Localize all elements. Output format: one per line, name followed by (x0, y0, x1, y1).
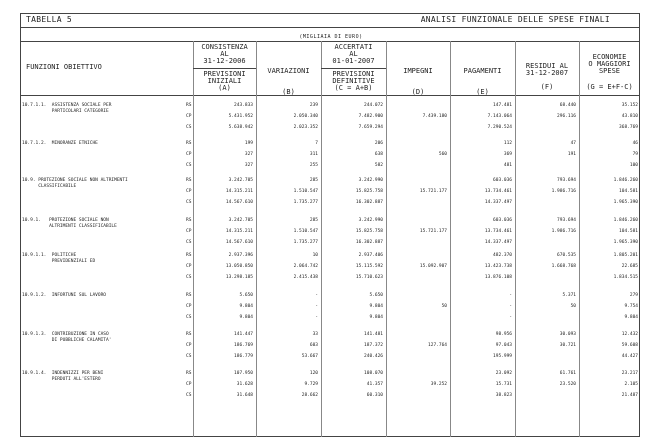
cell-d: 560 (438, 152, 447, 157)
row-code: RS (186, 103, 192, 108)
table-label: TABELLA 5 (26, 15, 73, 24)
cell-e: 23.092 (495, 371, 512, 376)
header-residui-line-1: RESIDUI AL (525, 62, 569, 70)
row-line-cs (20, 313, 640, 322)
row-code: CP (186, 343, 192, 348)
cell-f: 50 (570, 304, 576, 309)
cell-b: 311 (309, 152, 318, 157)
cell-e: 369 (503, 152, 512, 157)
row-code: RS (186, 332, 192, 337)
cell-c: 41.357 (366, 382, 383, 387)
header-impegni-line-2: (D) (411, 88, 425, 96)
cell-c: 5.650 (369, 293, 383, 298)
cell-f: 670.535 (557, 253, 576, 258)
cell-e: 603.036 (493, 218, 512, 223)
header-economie-line-4: (G = E+F-C) (586, 83, 633, 91)
cell-a: 107.950 (234, 371, 253, 376)
header-previsioni-iniziali-line-3: (A) (218, 84, 231, 92)
cell-e: 481 (503, 163, 512, 168)
row-line-cs (20, 391, 640, 400)
header-variazioni-line-2: (B) (282, 88, 295, 96)
cell-c: 15.825.758 (355, 229, 383, 234)
cell-a: 9.804 (239, 304, 253, 309)
header-top-rule (20, 41, 640, 42)
cell-g: 44.427 (621, 354, 638, 359)
row-line-cp (20, 262, 640, 271)
cell-g: 1.965.390 (613, 240, 638, 245)
cell-d: 50 (441, 304, 447, 309)
cell-c: 206 (374, 141, 383, 146)
row-code: RS (186, 253, 192, 258)
header-accertati (321, 44, 386, 65)
header-consistenza-line-3: 31-12-2006 (203, 57, 246, 65)
cell-e: 603.036 (493, 178, 512, 183)
cell-f: 61.761 (559, 371, 576, 376)
table-title: ANALISI FUNZIONALE DELLE SPESE FINALI (420, 15, 610, 24)
cell-g: 23.217 (621, 371, 638, 376)
header-previsioni-definitive-line-1: PREVISIONI (332, 70, 375, 78)
cell-c: 16.302.887 (355, 240, 383, 245)
header-economie-line-1: ECONOMIE (592, 53, 627, 61)
row-line-cp (20, 150, 640, 159)
cell-g: 79 (632, 152, 638, 157)
cell-g: 104.581 (619, 189, 638, 194)
cell-b: 10 (312, 253, 318, 258)
cell-f: 23.520 (559, 382, 576, 387)
cell-b: 2.064.742 (293, 264, 318, 269)
cell-a: 14.567.610 (225, 200, 253, 205)
header-impegni-line-1: IMPEGNI (403, 67, 433, 75)
cell-e: 13.423.738 (484, 264, 512, 269)
cell-g: 1.965.390 (613, 200, 638, 205)
cell-d: 7.439.180 (422, 114, 447, 119)
header-accertati-line-1: ACCERTATI (334, 43, 373, 51)
cell-a: 199 (244, 141, 253, 146)
row-line-rs (20, 176, 640, 185)
cell-b: - (315, 315, 318, 320)
cell-d: 15.092.907 (419, 264, 447, 269)
cell-c: 16.302.887 (355, 200, 383, 205)
row-line-rs (20, 101, 640, 110)
row-code: CP (186, 114, 192, 119)
cell-g: 279 (629, 293, 638, 298)
cell-e: 13.876.108 (484, 275, 512, 280)
header-previsioni-iniziali (193, 71, 256, 92)
cell-c: 2.937.406 (358, 253, 383, 258)
row-label: 10.9. PROTEZIONE SOCIALE NON ALTRIMENTI CLASSIFICABILE (22, 178, 128, 189)
header-residui-line-3: (F) (540, 83, 554, 91)
row-label: 10.7.1.1. ASSISTENZA SOCIALE PER PARTICOLARI CATEGORIE (22, 103, 112, 114)
cell-f: 47 (570, 141, 576, 146)
header-pagamenti (450, 68, 515, 96)
cell-b: 255 (309, 163, 318, 168)
cell-a: 3.242.705 (228, 178, 253, 183)
cell-g: 43.810 (621, 114, 638, 119)
header-accertati-line-2: AL (349, 50, 358, 58)
cell-c: 582 (374, 163, 383, 168)
cell-g: 35.152 (621, 103, 638, 108)
header-economie-line-3: SPESE (598, 67, 621, 75)
row-label: 10.9.1.4. INDENNIZZI PER BENI PERDUTI ALL'ESTERO (22, 371, 104, 382)
cell-b: 1.735.277 (293, 240, 318, 245)
row-line-rs (20, 216, 640, 225)
row-code: CS (186, 163, 192, 168)
cell-g: 100 (629, 163, 638, 168)
row-code: CS (186, 354, 192, 359)
cell-f: 68.440 (559, 103, 576, 108)
header-variazioni (256, 68, 321, 96)
cell-b: 603 (309, 343, 318, 348)
cell-a: 243.833 (234, 103, 253, 108)
cell-c: 638 (374, 152, 383, 157)
row-code: CS (186, 315, 192, 320)
cell-c: 3.242.990 (358, 218, 383, 223)
cell-d: 127.764 (428, 343, 447, 348)
row-line-cp (20, 380, 640, 389)
cell-b: 53.667 (301, 354, 318, 359)
cell-g: 59.608 (621, 343, 638, 348)
cell-g: 22.685 (621, 264, 638, 269)
header-split-rule (193, 68, 256, 69)
cell-g: 46 (632, 141, 638, 146)
cell-g: 104.581 (619, 229, 638, 234)
cell-a: 5.638.942 (228, 125, 253, 130)
cell-g: 1.834.515 (613, 275, 638, 280)
cell-b: 7 (315, 141, 318, 146)
header-residui-line-2: 31-12-2007 (525, 69, 569, 77)
row-code: RS (186, 293, 192, 298)
header-consistenza-line-2: AL (220, 50, 229, 58)
cell-f: 30.721 (559, 343, 576, 348)
row-code: CP (186, 189, 192, 194)
cell-e: 482.370 (493, 253, 512, 258)
header-funzioni: FUNZIONI OBIETTIVO (26, 63, 102, 71)
cell-a: 14.315.211 (225, 229, 253, 234)
row-code: CP (186, 304, 192, 309)
cell-f: 296.116 (557, 114, 576, 119)
header-residui (515, 63, 579, 91)
header-accertati-line-3: 01-01-2007 (332, 57, 375, 65)
cell-f: 1.668.768 (551, 264, 576, 269)
cell-f: 793.694 (557, 218, 576, 223)
row-line-rs (20, 251, 640, 260)
cell-c: 244.072 (364, 103, 383, 108)
cell-b: 239 (309, 103, 318, 108)
cell-c: 108.070 (364, 371, 383, 376)
cell-c: 15.115.592 (355, 264, 383, 269)
row-code: CP (186, 264, 192, 269)
cell-g: 368.769 (619, 125, 638, 130)
row-line-rs (20, 139, 640, 148)
row-code: CS (186, 393, 192, 398)
cell-f: 5.371 (562, 293, 576, 298)
cell-d: 15.721.177 (419, 229, 447, 234)
header-pagamenti-line-1: PAGAMENTI (463, 67, 502, 75)
row-code: CP (186, 382, 192, 387)
cell-g: 1.846.260 (613, 178, 638, 183)
row-code: CS (186, 125, 192, 130)
row-label: 10.7.1.2. MINORANZE ETNICHE (22, 141, 98, 146)
cell-a: 14.315.211 (225, 189, 253, 194)
cell-a: 327 (244, 152, 253, 157)
cell-f: 1.986.716 (551, 189, 576, 194)
cell-g: 12.432 (621, 332, 638, 337)
row-line-cp (20, 227, 640, 236)
cell-c: 15.710.623 (355, 275, 383, 280)
cell-e: - (509, 304, 512, 309)
header-economie-line-2: O MAGGIORI (588, 60, 631, 68)
cell-e: 98.956 (495, 332, 512, 337)
cell-e: 15.731 (495, 382, 512, 387)
cell-c: 7.482.900 (358, 114, 383, 119)
cell-d: 39.252 (430, 382, 447, 387)
cell-a: 9.804 (239, 315, 253, 320)
title-row (20, 13, 640, 28)
cell-b: - (315, 293, 318, 298)
cell-g: 2.105 (624, 382, 638, 387)
row-line-cp (20, 187, 640, 196)
cell-g: 21.487 (621, 393, 638, 398)
row-line-cs (20, 198, 640, 207)
header-pagamenti-line-2: (E) (476, 88, 489, 96)
cell-a: 186.779 (234, 354, 253, 359)
cell-b: 33 (312, 332, 318, 337)
cell-e: 147.481 (493, 103, 512, 108)
cell-c: 15.825.758 (355, 189, 383, 194)
row-line-cs (20, 273, 640, 282)
cell-a: 186.769 (234, 343, 253, 348)
header-variazioni-line-1: VARIAZIONI (267, 67, 310, 75)
row-line-rs (20, 330, 640, 339)
units-subtitle: (MIGLIAIA DI EURO) (299, 34, 363, 40)
cell-c: 240.426 (364, 354, 383, 359)
row-label: 10.9.1. PROTEZIONE SOCIALE NON ALTRIMENTI CLASSIFICABILE (22, 218, 117, 229)
row-label: 10.9.1.3. CONTRIBUZIONE IN CASO DI PUBBLICHE CALAMITA' (22, 332, 112, 343)
row-code: CP (186, 229, 192, 234)
cell-c: 9.804 (369, 315, 383, 320)
cell-c: 141.481 (364, 332, 383, 337)
cell-e: 13.734.461 (484, 189, 512, 194)
cell-a: 5.431.952 (228, 114, 253, 119)
cell-g: 9.804 (624, 315, 638, 320)
header-consistenza-line-1: CONSISTENZA (201, 43, 248, 51)
cell-e: 112 (503, 141, 512, 146)
cell-b: 1.510.547 (293, 229, 318, 234)
cell-c: 7.659.294 (358, 125, 383, 130)
row-line-rs (20, 369, 640, 378)
cell-g: 1.846.260 (613, 218, 638, 223)
cell-c: 9.804 (369, 304, 383, 309)
row-code: CP (186, 152, 192, 157)
cell-b: 2.050.340 (293, 114, 318, 119)
cell-b: - (315, 304, 318, 309)
cell-e: 7.143.064 (487, 114, 512, 119)
cell-b: 2.023.352 (293, 125, 318, 130)
cell-f: 793.694 (557, 178, 576, 183)
cell-g: 9.754 (624, 304, 638, 309)
header-previsioni-definitive (321, 71, 386, 92)
cell-a: 3.242.705 (228, 218, 253, 223)
cell-e: 195.999 (493, 354, 512, 359)
cell-d: 15.721.177 (419, 189, 447, 194)
cell-b: 1.510.547 (293, 189, 318, 194)
cell-c: 3.242.990 (358, 178, 383, 183)
header-economie (579, 54, 640, 91)
row-line-cs (20, 352, 640, 361)
row-label: 10.9.1.2. INFORTUNI SUL LAVORO (22, 293, 106, 298)
header-previsioni-iniziali-line-1: PREVISIONI (203, 70, 246, 78)
cell-b: 1.735.277 (293, 200, 318, 205)
row-line-cp (20, 112, 640, 121)
header-split-rule (321, 68, 386, 69)
cell-f: 1.986.716 (551, 229, 576, 234)
cell-a: 141.447 (234, 332, 253, 337)
cell-a: 2.937.396 (228, 253, 253, 258)
cell-c: 60.310 (366, 393, 383, 398)
row-line-cs (20, 161, 640, 170)
header-consistenza (193, 44, 256, 65)
row-line-cs (20, 123, 640, 132)
cell-f: 191 (567, 152, 576, 157)
cell-e: 97.043 (495, 343, 512, 348)
cell-b: 28.662 (301, 393, 318, 398)
cell-e: 14.337.497 (484, 200, 512, 205)
cell-a: 327 (244, 163, 253, 168)
cell-e: 38.823 (495, 393, 512, 398)
cell-e: 14.337.497 (484, 240, 512, 245)
row-code: CS (186, 240, 192, 245)
row-line-rs (20, 291, 640, 300)
cell-a: 31.648 (236, 393, 253, 398)
header-impegni (386, 68, 450, 96)
row-code: RS (186, 371, 192, 376)
cell-b: 285 (309, 178, 318, 183)
cell-c: 187.372 (364, 343, 383, 348)
cell-b: 9.729 (304, 382, 318, 387)
cell-b: 2.415.438 (293, 275, 318, 280)
cell-b: 120 (309, 371, 318, 376)
row-code: RS (186, 178, 192, 183)
cell-e: 7.290.524 (487, 125, 512, 130)
cell-f: 30.093 (559, 332, 576, 337)
header-bottom-rule (20, 95, 640, 96)
cell-a: 13.050.850 (225, 264, 253, 269)
cell-e: - (509, 315, 512, 320)
cell-e: 13.734.461 (484, 229, 512, 234)
cell-e: - (509, 293, 512, 298)
row-label: 10.9.1.1. POLITICHE PREVIDENZIALI ED (22, 253, 96, 264)
cell-b: 285 (309, 218, 318, 223)
row-line-cp (20, 341, 640, 350)
cell-a: 5.650 (239, 293, 253, 298)
row-code: CS (186, 200, 192, 205)
row-code: RS (186, 218, 192, 223)
cell-g: 1.805.201 (613, 253, 638, 258)
row-code: CS (186, 275, 192, 280)
cell-a: 14.567.610 (225, 240, 253, 245)
header-previsioni-definitive-line-3: (C = A+B) (334, 84, 373, 92)
cell-a: 31.628 (236, 382, 253, 387)
header-previsioni-iniziali-line-2: INIZIALI (207, 77, 242, 85)
row-line-cp (20, 302, 640, 311)
row-code: RS (186, 141, 192, 146)
cell-a: 13.298.185 (225, 275, 253, 280)
row-line-cs (20, 238, 640, 247)
header-previsioni-definitive-line-2: DEFINITIVE (332, 77, 375, 85)
